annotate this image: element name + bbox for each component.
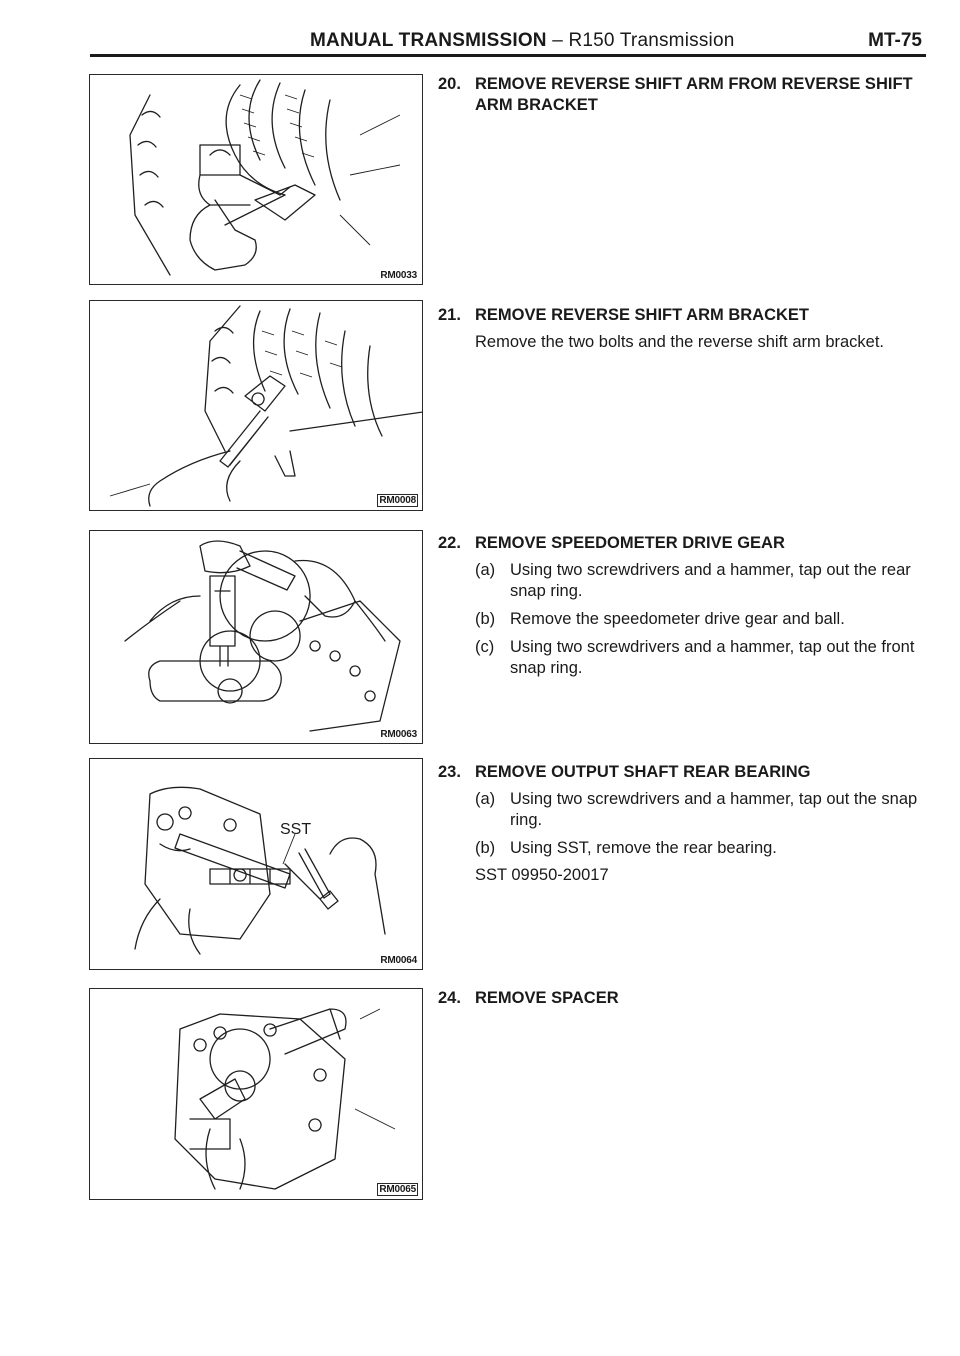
sub-step-label: (c) (475, 638, 495, 656)
sub-step-label: (a) (475, 790, 496, 808)
figure-speedometer-drive-gear (89, 530, 423, 744)
step-24 (438, 988, 928, 1009)
figure-code: RM0065 (379, 1184, 416, 1195)
sub-step (475, 637, 928, 679)
step-body (475, 560, 928, 679)
step-number: 21. (438, 306, 461, 324)
step-heading: REMOVE OUTPUT SHAFT REAR BEARING (475, 763, 811, 781)
section-title (310, 30, 734, 52)
step-heading: REMOVE REVERSE SHIFT ARM BRACKET (475, 306, 809, 324)
sub-step-text: Using two screwdrivers and a hammer, tap out the rear snap ring. (510, 561, 911, 600)
page-header (90, 30, 926, 56)
sub-step-text: Using two screwdrivers and a hammer, tap out the front snap ring. (510, 638, 915, 677)
illustration-reverse-shift-arm (90, 75, 423, 285)
step-number: 23. (438, 763, 461, 781)
step-20 (438, 74, 928, 116)
sub-step-label: (b) (475, 839, 496, 857)
section-title-sub: – R150 Transmission (546, 30, 735, 51)
sub-step (475, 789, 928, 831)
step-22 (438, 533, 928, 679)
figure-code: RM0063 (380, 729, 417, 740)
figure-spacer (89, 988, 423, 1200)
step-number: 24. (438, 989, 461, 1007)
step-heading-line: ARM BRACKET (475, 96, 598, 114)
step-21 (438, 305, 928, 353)
header-rule (90, 54, 926, 57)
page-number: MT-75 (868, 30, 922, 51)
figure-code: RM0064 (380, 955, 417, 966)
illustration-output-shaft-rear-bearing (90, 759, 423, 970)
step-body (475, 789, 928, 886)
sub-step (475, 560, 928, 602)
sst-callout: SST (280, 821, 312, 838)
figure-reverse-shift-arm-bracket (89, 300, 423, 511)
sst-number: SST 09950-20017 (475, 866, 609, 884)
step-heading-line: REMOVE REVERSE SHIFT ARM FROM REVERSE SHIFT (475, 75, 913, 93)
illustration-reverse-shift-arm-bracket (90, 301, 423, 511)
step-heading: REMOVE SPEEDOMETER DRIVE GEAR (475, 534, 785, 552)
sub-step-text: Remove the speedometer drive gear and ball. (510, 610, 845, 628)
sub-step (475, 838, 928, 859)
figure-reverse-shift-arm (89, 74, 423, 285)
sub-step-label: (b) (475, 610, 496, 628)
step-heading: REMOVE SPACER (475, 989, 619, 1007)
section-title-main: MANUAL TRANSMISSION (310, 30, 547, 51)
figure-code: RM0033 (380, 270, 417, 281)
step-number: 20. (438, 75, 461, 93)
illustration-spacer (90, 989, 423, 1200)
step-number: 22. (438, 534, 461, 552)
sub-step (475, 609, 928, 630)
sub-step-text: Using two screwdrivers and a hammer, tap out the snap ring. (510, 790, 918, 829)
figure-output-shaft-rear-bearing (89, 758, 423, 970)
step-text: Remove the two bolts and the reverse shift arm bracket. (475, 333, 885, 351)
figure-code: RM0008 (379, 495, 416, 506)
step-body (475, 332, 928, 353)
sub-step-text: Using SST, remove the rear bearing. (510, 839, 777, 857)
step-23 (438, 762, 928, 886)
step-heading (475, 74, 928, 116)
illustration-speedometer-drive-gear (90, 531, 423, 744)
sub-step-label: (a) (475, 561, 496, 579)
